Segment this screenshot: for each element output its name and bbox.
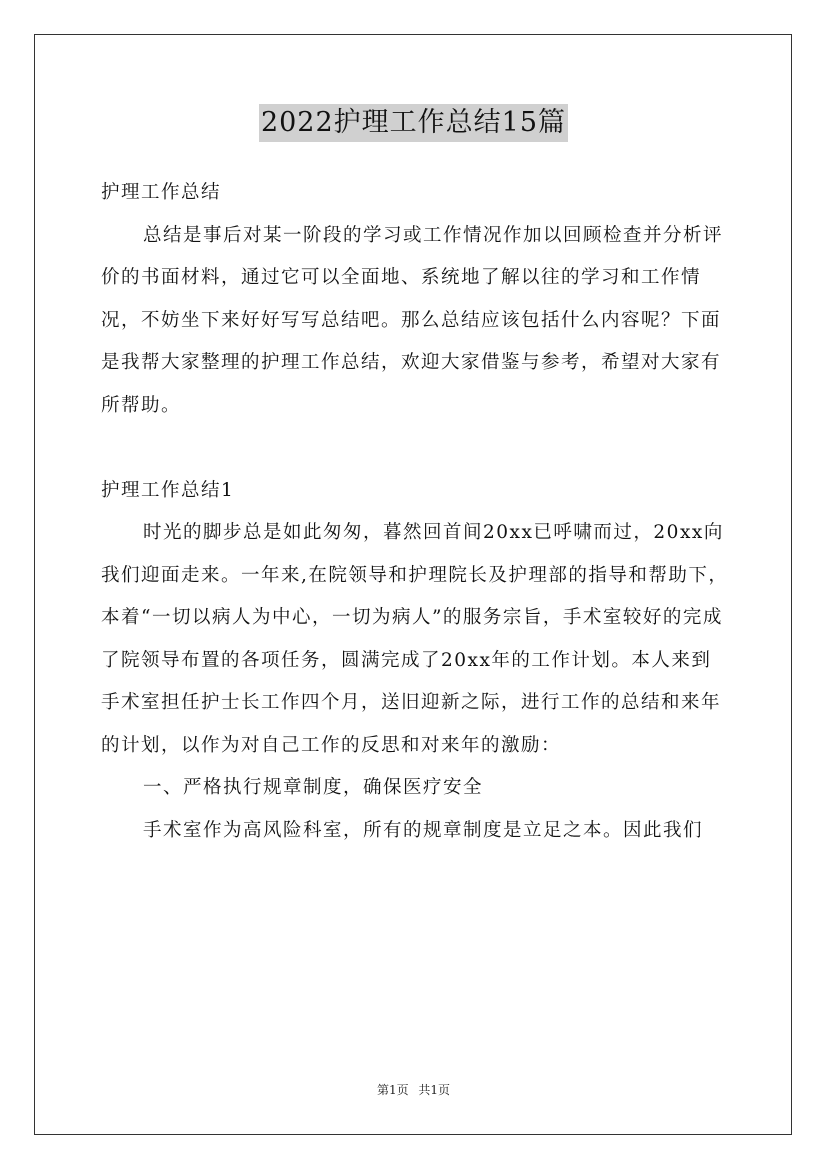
page-footer — [0, 1082, 827, 1098]
body-paragraph-1: 时光的脚步总是如此匆匆，暮然回首间20xx已呼啸而过，20xx向我们迎面走来。一年来,在院领导和护理院长及护理部的指导和帮助下，本着“一切以病人为中心，一切为病人”的服务宗旨，手术室较好的完成了院领导布置的各项任务，圆满完成了20xx年的工作计划。本人来到手术室担任护士长工作四个月，送旧迎新之际，进行工作的总结和来年的计划，以作为对自己工作的反思和对来年的激励： — [101, 522, 729, 756]
title-wrap — [0, 104, 827, 142]
document-title: 2022护理工作总结15篇 — [259, 104, 568, 142]
document-body — [101, 172, 731, 852]
subheading-rules: 一、严格执行规章制度，确保医疗安全 — [143, 777, 484, 798]
section-heading-1: 护理工作总结1 — [101, 479, 235, 501]
intro-paragraph: 总结是事后对某一阶段的学习或工作情况作加以回顾检查并分析评价的书面材料，通过它可以全面地、系统地了解以往的学习和工作情况，不妨坐下来好好写写总结吧。那么总结应该包括什么内容呢？下面是我帮大家整理的护理工作总结，欢迎大家借鉴与参考，希望对大家有所帮助。 — [101, 224, 724, 416]
section-heading: 护理工作总结 — [101, 182, 222, 203]
body-paragraph-2: 手术室作为高风险科室，所有的规章制度是立足之本。因此我们 — [143, 819, 704, 841]
page-number: 第1页 — [376, 1083, 409, 1097]
page-total: 共1页 — [418, 1083, 451, 1097]
section-gap — [101, 427, 731, 470]
